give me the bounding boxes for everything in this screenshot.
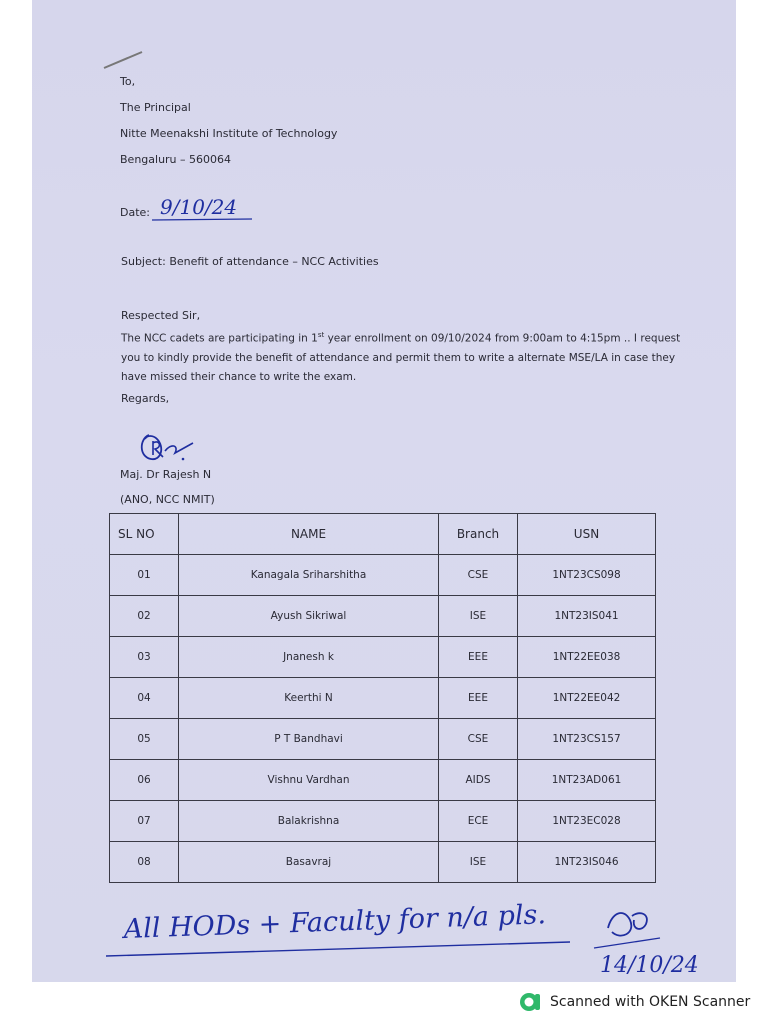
cell-usn: 1NT23IS041: [518, 596, 656, 637]
pen-stroke-mark: [102, 48, 146, 72]
city-pincode: Bengaluru – 560064: [120, 153, 232, 166]
cell-branch: AIDS: [439, 760, 518, 801]
body-paragraph: [121, 326, 681, 387]
annotation-note: All HODs + Faculty for n/a pls.: [123, 899, 547, 945]
table-row: [110, 760, 656, 801]
cell-name: Vishnu Vardhan: [179, 760, 439, 801]
cell-branch: ECE: [439, 801, 518, 842]
signatory-name: Maj. Dr Rajesh N: [120, 468, 212, 481]
to-line: To,: [120, 75, 136, 88]
cell-branch: EEE: [439, 637, 518, 678]
cell-usn: 1NT23CS157: [518, 719, 656, 760]
recipient: The Principal: [120, 101, 191, 114]
cell-name: Balakrishna: [179, 801, 439, 842]
cell-name: Kanagala Sriharshitha: [179, 555, 439, 596]
oken-scanner-logo-icon: [518, 991, 542, 1013]
cell-branch: ISE: [439, 842, 518, 883]
header-name: NAME: [179, 514, 439, 555]
header-sl-no: SL NO: [110, 514, 179, 555]
closing: Regards,: [121, 392, 170, 405]
cell-sl-no: 06: [110, 760, 179, 801]
table-row: [110, 719, 656, 760]
scanner-text: Scanned with OKEN Scanner: [550, 994, 751, 1010]
cell-usn: 1NT23EC028: [518, 801, 656, 842]
subject: Subject: Benefit of attendance – NCC Activities: [121, 255, 379, 268]
signatory-title: (ANO, NCC NMIT): [120, 493, 215, 506]
cell-name: Jnanesh k: [179, 637, 439, 678]
table-row: [110, 637, 656, 678]
cell-usn: 1NT23AD061: [518, 760, 656, 801]
cell-usn: 1NT23CS098: [518, 555, 656, 596]
institution: Nitte Meenakshi Institute of Technology: [120, 127, 338, 140]
cell-name: P T Bandhavi: [179, 719, 439, 760]
cell-sl-no: 04: [110, 678, 179, 719]
table-header-row: [110, 514, 656, 555]
cell-sl-no: 01: [110, 555, 179, 596]
cell-name: Basavraj: [179, 842, 439, 883]
body-line-2: you to kindly provide the benefit of attendance and permit them to write a alternate MSE/LA in case they: [121, 351, 676, 364]
cell-name: Ayush Sikriwal: [179, 596, 439, 637]
cell-sl-no: 02: [110, 596, 179, 637]
scanner-footer: [518, 990, 750, 1014]
cell-usn: 1NT22EE042: [518, 678, 656, 719]
cell-usn: 1NT22EE038: [518, 637, 656, 678]
salutation: Respected Sir,: [121, 309, 201, 322]
cell-branch: CSE: [439, 555, 518, 596]
cell-branch: ISE: [439, 596, 518, 637]
cell-sl-no: 08: [110, 842, 179, 883]
signature: [135, 425, 205, 470]
table-row: [110, 678, 656, 719]
header-usn: USN: [518, 514, 656, 555]
cell-sl-no: 05: [110, 719, 179, 760]
table-row: [110, 842, 656, 883]
body-line-3: have missed their chance to write the exam.: [121, 370, 357, 383]
cell-sl-no: 03: [110, 637, 179, 678]
body-line-1: The NCC cadets are participating in 1st year enrollment on 09/10/2024 from 9:00am to 4:15pm .. I request: [121, 331, 681, 345]
cell-sl-no: 07: [110, 801, 179, 842]
cadets-table: [109, 513, 656, 883]
table-row: [110, 555, 656, 596]
table-row: [110, 596, 656, 637]
cell-branch: CSE: [439, 719, 518, 760]
handwritten-annotation: [100, 898, 740, 982]
cell-branch: EEE: [439, 678, 518, 719]
cell-name: Keerthi N: [179, 678, 439, 719]
date-label: Date:: [120, 206, 150, 219]
table-row: [110, 801, 656, 842]
handwritten-date-text: 9/10/24: [160, 195, 238, 219]
annotation-date: 14/10/24: [600, 953, 699, 978]
cell-usn: 1NT23IS046: [518, 842, 656, 883]
handwritten-date: [150, 190, 260, 230]
header-branch: Branch: [439, 514, 518, 555]
